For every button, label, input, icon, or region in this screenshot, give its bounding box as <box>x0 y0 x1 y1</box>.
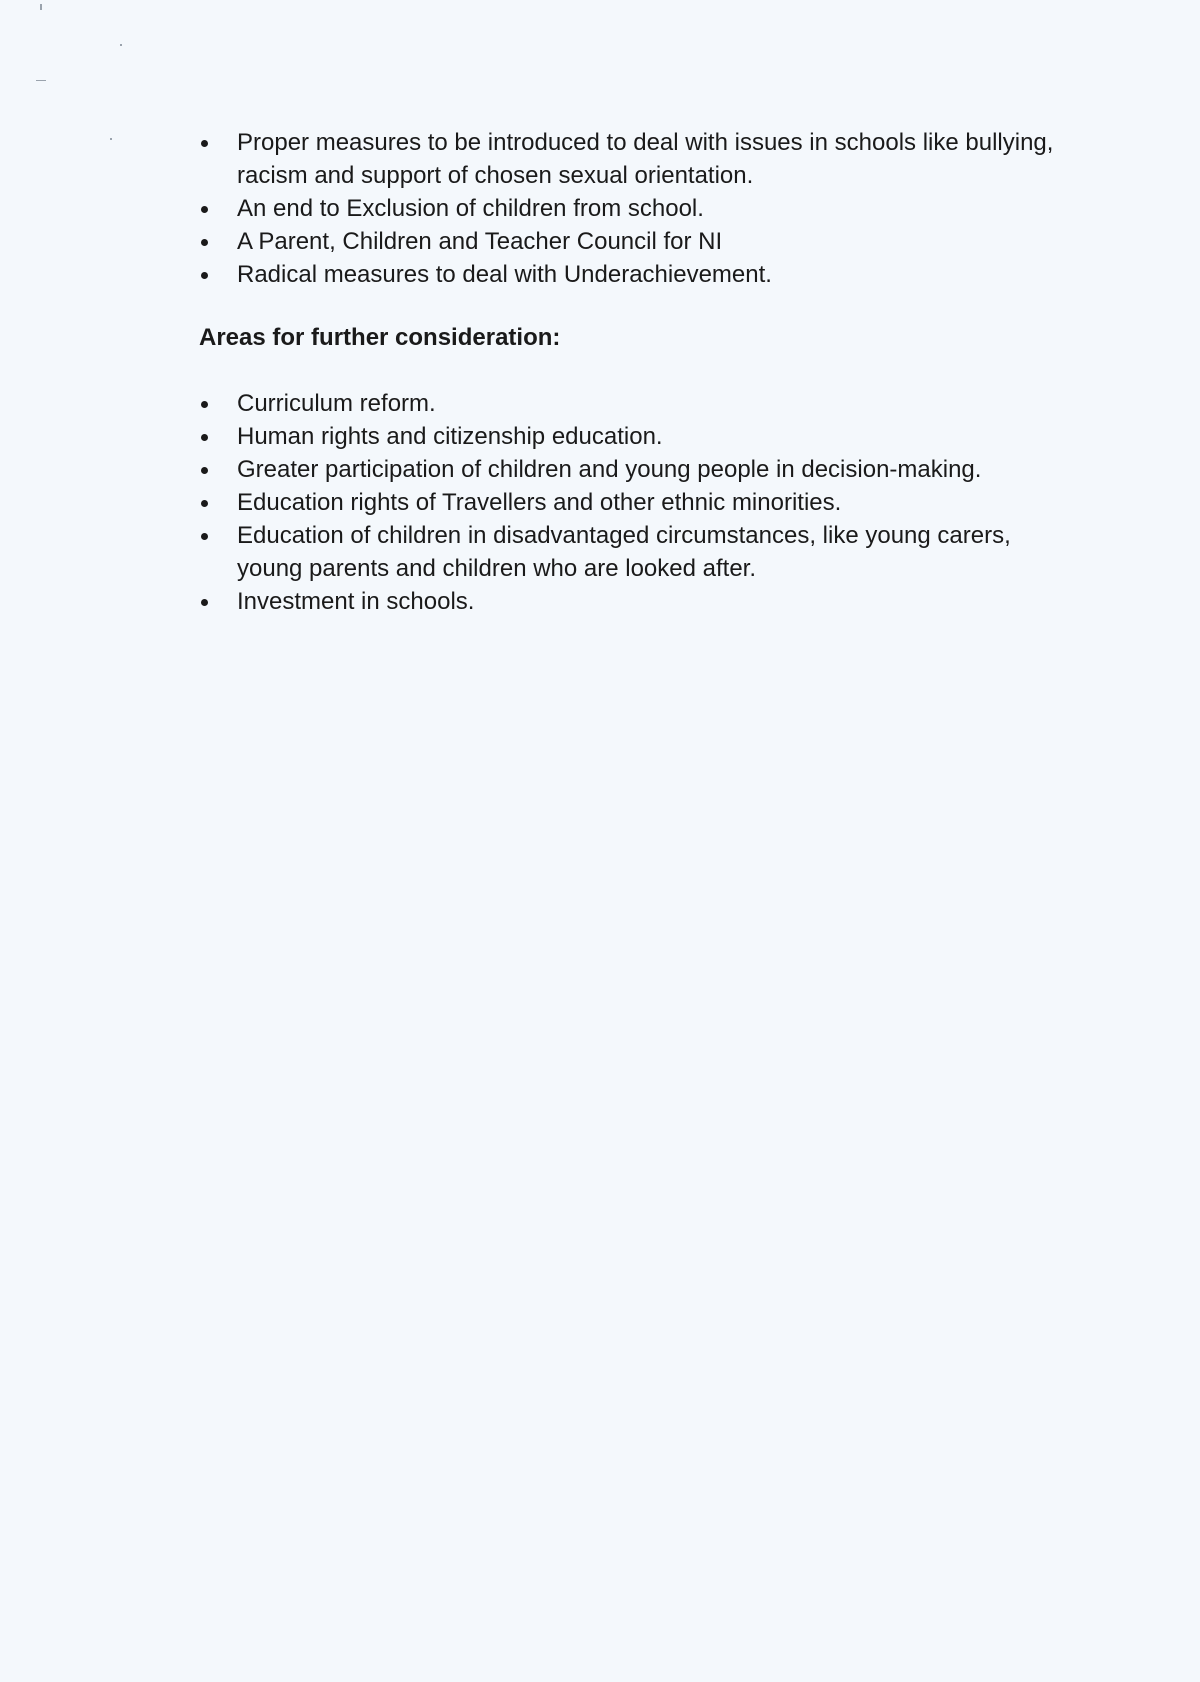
scan-speck <box>110 138 112 140</box>
bullet-icon <box>201 500 208 507</box>
list-item <box>199 126 1069 192</box>
scan-speck <box>40 4 42 10</box>
bullet-icon <box>201 272 208 279</box>
list-item-text: Proper measures to be introduced to deal with issues in schools like bullying, racism and support of chosen sexual orientation. <box>237 129 1054 189</box>
list-item-text: A Parent, Children and Teacher Council for NI <box>237 228 723 255</box>
list-item-text: Human rights and citizenship education. <box>237 423 663 450</box>
bullet-icon <box>201 140 208 147</box>
bullet-icon <box>201 599 208 606</box>
document-body <box>199 126 1069 618</box>
bullet-icon <box>201 467 208 474</box>
bullet-icon <box>201 434 208 441</box>
section-heading: Areas for further consideration: <box>199 324 561 351</box>
list-item-text: Investment in schools. <box>237 588 475 615</box>
list-item <box>199 387 1069 420</box>
top-bullet-list <box>199 126 1069 291</box>
scan-speck <box>36 80 46 81</box>
bullet-icon <box>201 533 208 540</box>
list-item-text: Education rights of Travellers and other ethnic minorities. <box>237 489 842 516</box>
list-item <box>199 420 1069 453</box>
bullet-icon <box>201 401 208 408</box>
list-item <box>199 192 1069 225</box>
bullet-icon <box>201 206 208 213</box>
list-item-text: Curriculum reform. <box>237 390 436 417</box>
list-item-text: Radical measures to deal with Underachievement. <box>237 261 772 288</box>
list-item-text: Education of children in disadvantaged circumstances, like young carers, young parents and children who are looked after. <box>237 522 1011 582</box>
bullet-icon <box>201 239 208 246</box>
list-item-text: Greater participation of children and young people in decision-making. <box>237 456 982 483</box>
list-item <box>199 585 1069 618</box>
list-item-text: An end to Exclusion of children from school. <box>237 195 704 222</box>
consideration-bullet-list <box>199 387 1069 618</box>
list-item <box>199 519 1069 585</box>
list-item <box>199 225 1069 258</box>
list-item <box>199 258 1069 291</box>
scan-speck <box>120 44 122 46</box>
list-item <box>199 486 1069 519</box>
list-item <box>199 453 1069 486</box>
